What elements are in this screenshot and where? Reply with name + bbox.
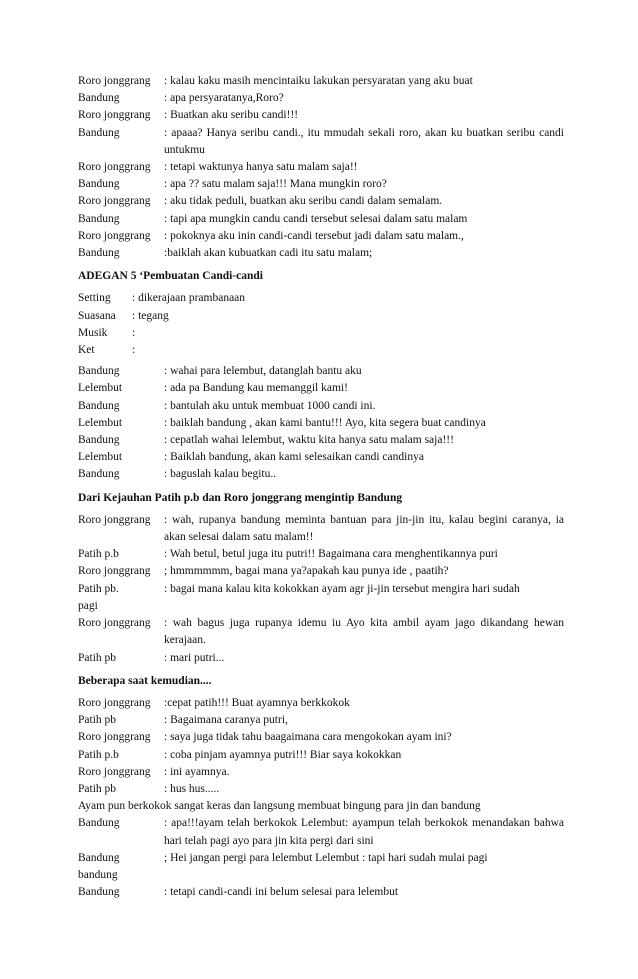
dialogue-text: : Wah betul, betul juga itu putri!! Bagaimana cara menghentikannya puri	[164, 548, 498, 561]
dialogue-line	[78, 342, 564, 359]
dialogue-line	[78, 563, 564, 580]
dialogue-section-5	[78, 815, 564, 901]
speaker-name: Lelembut	[78, 451, 123, 464]
stage-direction-heading: Dari Kejauhan Patih p.b dan Roro jonggrang mengintip Bandung	[78, 491, 403, 504]
speaker-name: Roro jonggrang	[78, 731, 151, 744]
speaker-name: Suasana	[78, 309, 116, 322]
dialogue-line	[78, 176, 564, 193]
dialogue-text: : apa ?? satu malam saja!!! Mana mungkin roro?	[164, 178, 387, 191]
dialogue-line	[78, 650, 564, 667]
dialogue-line	[78, 308, 564, 325]
speaker-name: Bandung	[78, 178, 120, 191]
dialogue-text: : tegang	[132, 309, 169, 322]
dialogue-line	[78, 712, 564, 729]
dialogue-text: : coba pinjam ayamnya putri!!! Biar saya kokokkan	[164, 748, 402, 761]
dialogue-text: : ini ayamnya.	[164, 765, 230, 778]
dialogue-section-3	[78, 512, 564, 667]
speaker-name: Patih pb	[78, 651, 117, 664]
dialogue-text: : baguslah kalau begitu..	[164, 468, 277, 481]
speaker-name: Bandung	[78, 126, 120, 139]
dialogue-text: : Buatkan aku seribu candi!!!	[164, 109, 299, 122]
narration-line: Ayam pun berkokok sangat keras dan langsung membuat bingung para jin dan bandung	[78, 800, 481, 813]
document-page	[78, 73, 564, 901]
dialogue-section-2	[78, 363, 564, 483]
speaker-name: Bandung	[78, 886, 120, 899]
speaker-name: Roro jonggrang	[78, 696, 151, 709]
dialogue-line	[78, 884, 564, 901]
dialogue-line	[78, 512, 564, 546]
dialogue-line	[78, 850, 564, 867]
dialogue-text: :cepat patih!!! Buat ayamnya berkkokok	[164, 696, 350, 709]
dialogue-text: : apaaa? Hanya seribu candi., itu mmudah sekali roro, akan ku buatkan seribu candi untukmu	[164, 126, 564, 156]
speaker-name: Roro jonggrang	[78, 161, 151, 174]
speaker-name: Bandung	[78, 468, 120, 481]
dialogue-line	[78, 363, 564, 380]
dialogue-text: :	[132, 326, 136, 339]
speaker-name: Patih p.b	[78, 748, 119, 761]
dialogue-line	[78, 695, 564, 712]
speaker-name: Lelembut	[78, 416, 123, 429]
speaker-name: Lelembut	[78, 382, 123, 395]
speaker-name: Bandung	[78, 212, 120, 225]
speaker-name: Ket	[78, 344, 95, 357]
dialogue-text: : cepatlah wahai lelembut, waktu kita hanya satu malam saja!!!	[164, 434, 454, 447]
stage-direction-heading-2: Beberapa saat kemudian....	[78, 674, 212, 687]
dialogue-line	[78, 107, 564, 124]
scene-heading: ADEGAN 5 ‘Pembuatan Candi-candi	[78, 270, 263, 283]
dialogue-text: : tetapi candi-candi ini belum selesai para lelembut	[164, 886, 399, 899]
dialogue-text: : bantulah aku untuk membuat 1000 candi ini.	[164, 399, 376, 412]
speaker-name: Bandung	[78, 399, 120, 412]
dialogue-line	[78, 764, 564, 781]
speaker-name: Roro jonggrang	[78, 617, 151, 630]
dialogue-line	[78, 290, 564, 307]
dialogue-text: : hus hus.....	[164, 782, 220, 795]
speaker-name: Roro jonggrang	[78, 765, 151, 778]
dialogue-text: : tapi apa mungkin candu candi tersebut selesai dalam satu malam	[164, 212, 468, 225]
speaker-name: Roro jonggrang	[78, 513, 151, 526]
speaker-name: Patih pb	[78, 782, 117, 795]
dialogue-text: : apa persyaratanya,Roro?	[164, 92, 284, 105]
dialogue-text: : mari putri...	[164, 651, 225, 664]
speaker-name: Setting	[78, 292, 111, 305]
dialogue-text: : apa!!!ayam telah berkokok Lelembut: ayampun telah berkokok menandakan bahwa hari telah pagi ayo para jin kita pergi dari sini	[164, 817, 564, 847]
dialogue-text: : pokoknya aku inin candi-candi tersebut jadi dalam satu malam.,	[164, 229, 464, 242]
speaker-name: Bandung	[78, 817, 120, 830]
dialogue-line	[78, 193, 564, 210]
speaker-name: Roro jonggrang	[78, 109, 151, 122]
dialogue-line	[78, 398, 564, 415]
dialogue-line	[78, 729, 564, 746]
speaker-name: Roro jonggrang	[78, 195, 151, 208]
dialogue-text: : Baiklah bandung, akan kami selesaikan candi candinya	[164, 451, 424, 464]
dialogue-line	[78, 228, 564, 245]
speaker-name: Musik	[78, 326, 108, 339]
continuation-line: pagi	[78, 599, 98, 612]
scene-settings	[78, 290, 564, 359]
dialogue-text: :baiklah akan kubuatkan cadi itu satu malam;	[164, 247, 373, 260]
speaker-name: Bandung	[78, 247, 120, 260]
speaker-name: Roro jonggrang	[78, 565, 151, 578]
continuation-line: bandung	[78, 868, 118, 881]
speaker-name: Bandung	[78, 92, 120, 105]
speaker-name: Bandung	[78, 851, 120, 864]
dialogue-line	[78, 815, 564, 849]
dialogue-text: : wahai para lelembut, datanglah bantu aku	[164, 365, 362, 378]
dialogue-line	[78, 159, 564, 176]
dialogue-text: : baiklah bandung , akan kami bantu!!! Ayo, kita segera buat candinya	[164, 416, 486, 429]
dialogue-line	[78, 615, 564, 649]
dialogue-line	[78, 380, 564, 397]
dialogue-text: ; Hei jangan pergi para lelembut Lelembut : tapi hari sudah mulai pagi	[164, 851, 488, 864]
dialogue-text: ; hmmmmmm, bagai mana ya?apakah kau punya ide , paatih?	[164, 565, 449, 578]
dialogue-text: : saya juga tidak tahu baagaimana cara mengokokan ayam ini?	[164, 731, 452, 744]
dialogue-text: : aku tidak peduli, buatkan aku seribu candi dalam semalam.	[164, 195, 443, 208]
dialogue-line	[78, 415, 564, 432]
dialogue-line	[78, 325, 564, 342]
dialogue-text: : dikerajaan prambanaan	[132, 292, 246, 305]
dialogue-section-4	[78, 695, 564, 798]
speaker-name: Roro jonggrang	[78, 229, 151, 242]
dialogue-line	[78, 73, 564, 90]
speaker-name: Patih pb.	[78, 582, 119, 595]
speaker-name: Patih p.b	[78, 548, 119, 561]
dialogue-section-1	[78, 73, 564, 262]
dialogue-line	[78, 747, 564, 764]
dialogue-line	[78, 581, 564, 598]
dialogue-text: : wah, rupanya bandung meminta bantuan para jin-jin itu, kalau begini caranya, ia akan selesai dalam satu malam!!	[164, 513, 564, 544]
dialogue-line	[78, 781, 564, 798]
dialogue-line	[78, 90, 564, 107]
speaker-name: Roro jonggrang	[78, 75, 151, 87]
dialogue-text: : tetapi waktunya hanya satu malam saja!!	[164, 161, 358, 174]
dialogue-text: : bagai mana kalau kita kokokkan ayam agr ji-jin tersebut mengira hari sudah	[164, 582, 520, 595]
dialogue-line	[78, 546, 564, 563]
dialogue-line	[78, 466, 564, 483]
dialogue-text: : kalau kaku masih mencintaiku lakukan persyaratan yang aku buat	[164, 75, 473, 87]
dialogue-line	[78, 449, 564, 466]
dialogue-line	[78, 432, 564, 449]
dialogue-line	[78, 125, 564, 159]
dialogue-text: :	[132, 344, 136, 357]
speaker-name: Patih pb	[78, 714, 117, 727]
speaker-name: Bandung	[78, 434, 120, 447]
dialogue-text: : Bagaimana caranya putri,	[164, 714, 288, 727]
dialogue-text: : wah bagus juga rupanya idemu iu Ayo kita ambil ayam jago dikandang hewan kerajaan.	[164, 617, 564, 647]
dialogue-text: : ada pa Bandung kau memanggil kami!	[164, 382, 348, 395]
dialogue-line	[78, 245, 564, 262]
dialogue-line	[78, 211, 564, 228]
speaker-name: Bandung	[78, 365, 120, 378]
